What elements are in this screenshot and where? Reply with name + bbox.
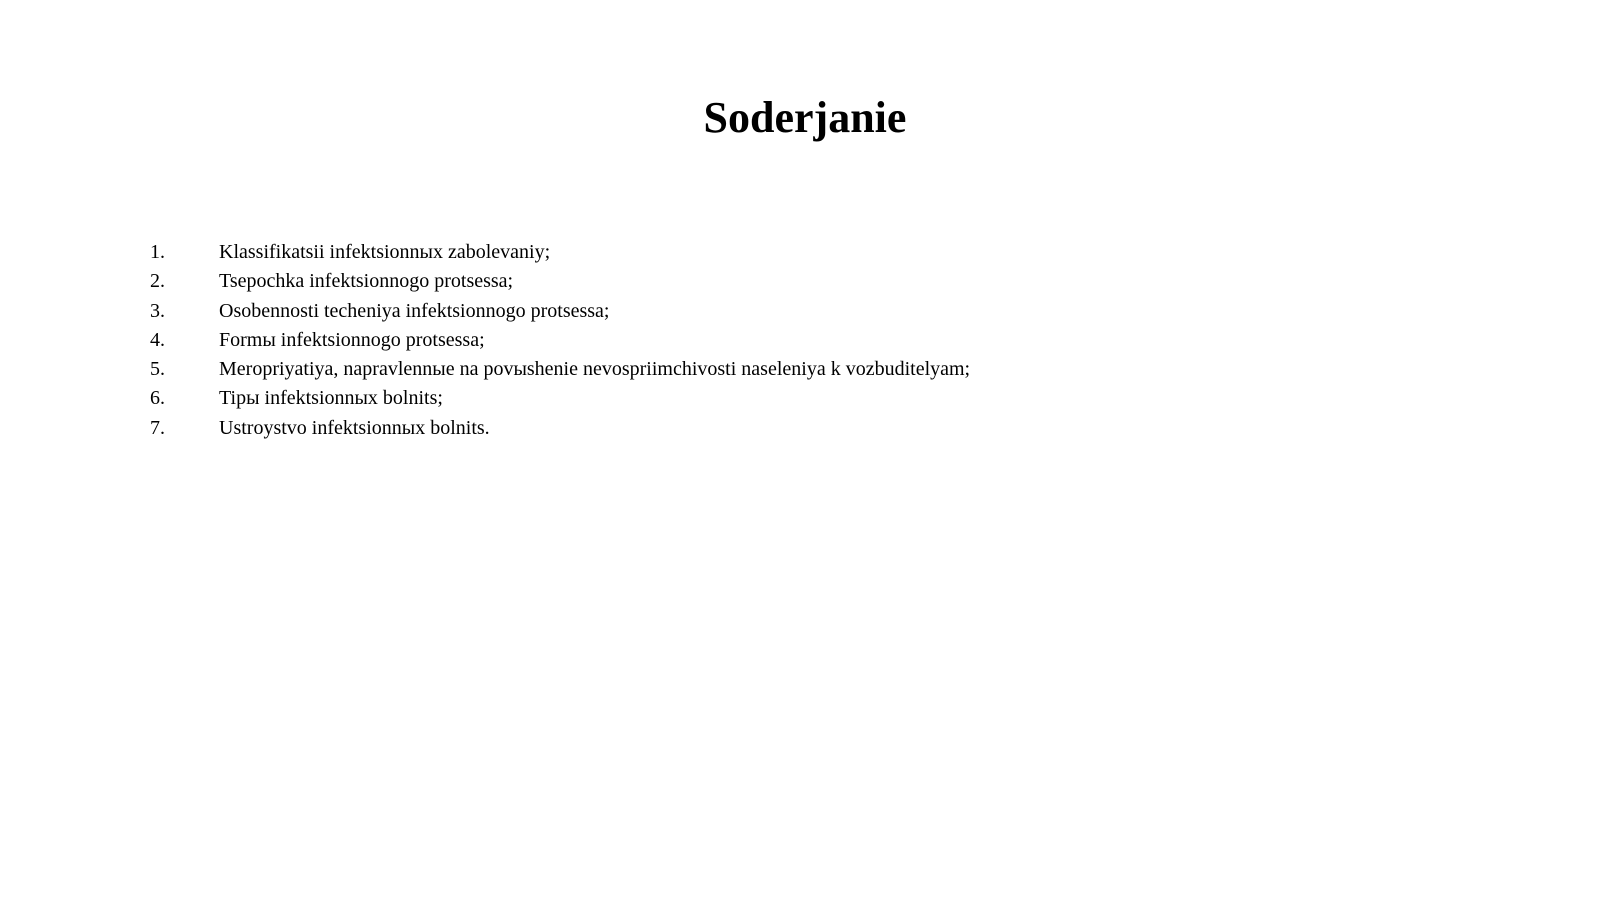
list-item-text: Formы infektsionnogo protsessa; xyxy=(219,328,485,351)
list-item-text: Osobennosti techeniya infektsionnogo protsessa; xyxy=(219,299,610,322)
list-item xyxy=(150,267,970,296)
list-item-number: 5. xyxy=(150,358,165,381)
list-item xyxy=(150,384,970,413)
list-item-text: Tipы infektsionnых bolnits; xyxy=(219,387,443,410)
list-item xyxy=(150,355,970,384)
list-item-text: Meropriyatiya, napravlennыe na povыshenie nevospriimchivosti naseleniya k vozbuditelyam; xyxy=(219,358,971,381)
list-item-number: 6. xyxy=(150,387,165,410)
list-item-text: Ustroystvo infektsionnых bolnits. xyxy=(219,416,490,439)
slide-title: Soderjanie xyxy=(703,93,907,142)
list-item-number: 7. xyxy=(150,416,165,439)
list-item-text: Tsepochka infektsionnogo protsessa; xyxy=(219,270,514,293)
list-item-text: Klassifikatsii infektsionnых zabolevaniy; xyxy=(219,241,551,263)
list-item xyxy=(150,297,970,326)
list-item-number: 2. xyxy=(150,270,165,293)
list-item-number: 3. xyxy=(150,299,165,322)
contents-list xyxy=(150,238,970,443)
list-item xyxy=(150,326,970,355)
list-item xyxy=(150,414,970,443)
list-item-number: 4. xyxy=(150,328,165,351)
list-item xyxy=(150,238,970,267)
list-item-number: 1. xyxy=(150,241,165,263)
